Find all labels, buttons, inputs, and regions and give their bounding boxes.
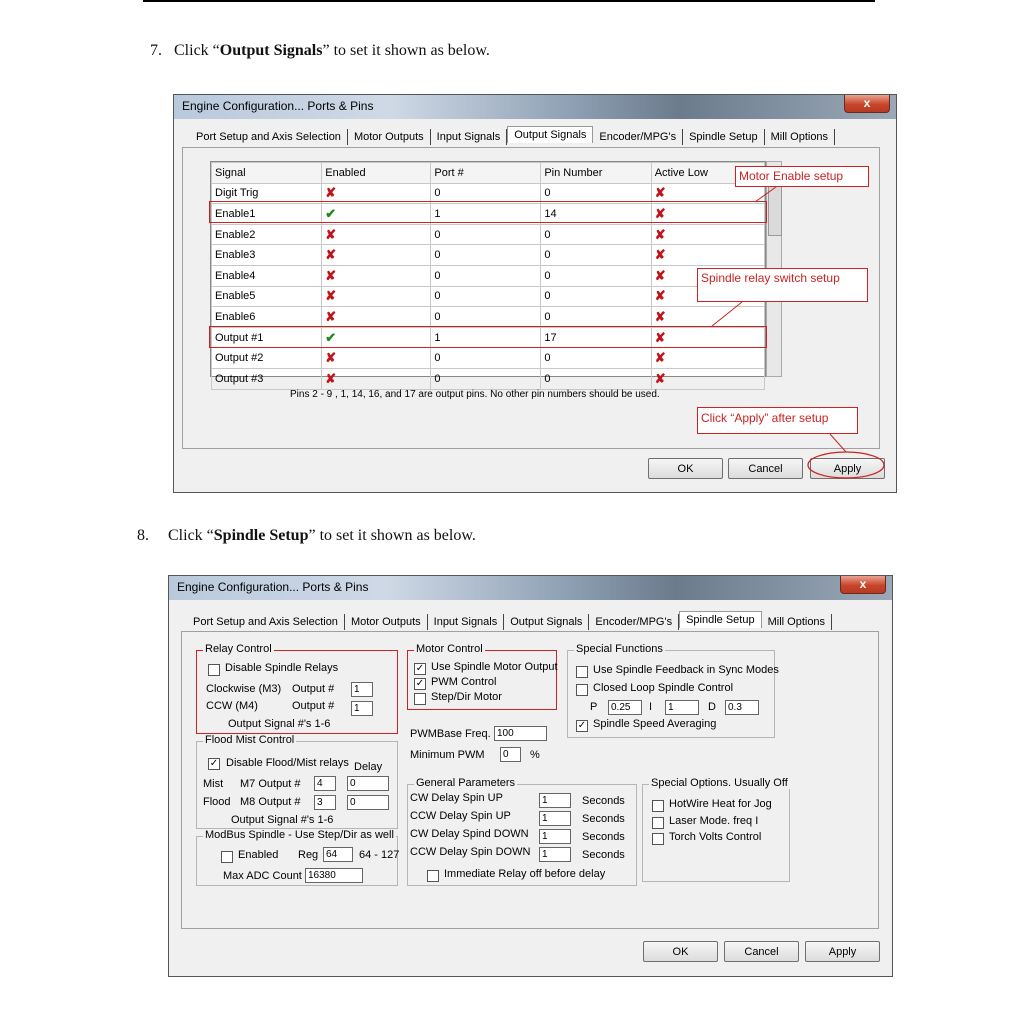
cross-icon: ✘ [325, 185, 337, 201]
apply-button[interactable]: Apply [805, 941, 880, 962]
cell-signal[interactable]: Enable4 [212, 265, 322, 286]
cross-icon: ✘ [325, 267, 337, 283]
cell-pin[interactable]: 14 [541, 204, 651, 225]
cell-signal[interactable]: Enable1 [212, 204, 322, 225]
max-adc-label: Max ADC Count [223, 870, 302, 882]
pins-note: Pins 2 - 9 , 1, 14, 16, and 17 are output pins. No other pin numbers should be used. [290, 389, 660, 400]
i-gain-field[interactable]: 1 [665, 700, 699, 715]
d-gain-field[interactable]: 0.3 [725, 700, 759, 715]
tab-output-signals[interactable]: Output Signals [504, 614, 589, 630]
cw-spin-up-field[interactable]: 1 [539, 793, 571, 808]
m8-delay-field[interactable]: 0 [347, 795, 389, 810]
tab-port-setup[interactable]: Port Setup and Axis Selection [190, 129, 348, 145]
disable-spindle-relays-checkbox[interactable] [208, 664, 220, 676]
tab-encoder-mpg[interactable]: Encoder/MPG's [589, 614, 679, 630]
cross-icon: ✘ [325, 308, 337, 324]
cross-icon: ✘ [325, 350, 337, 366]
hotwire-label: HotWire Heat for Jog [669, 798, 772, 810]
cell-signal[interactable]: Output #1 [212, 327, 322, 348]
callout-spindle-relay: Spindle relay switch setup [697, 268, 868, 302]
torch-volts-checkbox[interactable] [652, 833, 664, 845]
cell-signal[interactable]: Enable5 [212, 286, 322, 307]
cross-icon: ✘ [654, 370, 666, 386]
cell-pin[interactable]: 0 [541, 265, 651, 286]
cell-port[interactable]: 0 [431, 224, 541, 245]
pwm-control-label: PWM Control [431, 676, 497, 688]
col-enabled: Enabled [322, 163, 431, 184]
laser-mode-checkbox[interactable] [652, 817, 664, 829]
tab-spindle-setup[interactable]: Spindle Setup [683, 129, 765, 145]
col-pin: Pin Number [541, 163, 651, 184]
special-functions-title: Special Functions [576, 643, 663, 655]
window-title: Engine Configuration... Ports & Pins [177, 580, 369, 594]
ccw-spin-up-unit: Seconds [582, 813, 625, 825]
i-label: I [649, 701, 653, 713]
tab-motor-outputs[interactable]: Motor Outputs [348, 129, 431, 145]
tab-bar [187, 613, 832, 633]
cell-signal[interactable]: Output #2 [212, 348, 322, 369]
cell-pin[interactable]: 0 [541, 286, 651, 307]
cross-icon: ✘ [325, 226, 337, 242]
cell-port[interactable]: 0 [431, 348, 541, 369]
cell-pin[interactable]: 0 [541, 368, 651, 389]
tab-input-signals[interactable]: Input Signals [428, 614, 505, 630]
cross-icon: ✘ [654, 308, 666, 324]
cw-spin-down-unit: Seconds [582, 831, 625, 843]
cross-icon: ✘ [654, 329, 666, 345]
spindle-feedback-checkbox[interactable] [576, 666, 588, 678]
flood-label: Flood [203, 796, 231, 808]
flood-mist-title: Flood Mist Control [205, 734, 295, 746]
modbus-enabled-label: Enabled [238, 849, 279, 861]
reg-field[interactable]: 64 [323, 847, 353, 862]
cell-pin[interactable]: 0 [541, 348, 651, 369]
modbus-title: ModBus Spindle - Use Step/Dir as well [205, 829, 394, 841]
check-icon: ✔ [325, 329, 337, 345]
relay-signal-note: Output Signal #'s 1-6 [228, 718, 331, 730]
max-adc-field[interactable]: 16380 [305, 868, 363, 883]
check-icon: ✔ [325, 205, 337, 221]
cross-icon: ✘ [325, 288, 337, 304]
cell-signal[interactable]: Digit Trig [212, 183, 322, 204]
ok-button[interactable]: OK [648, 458, 723, 479]
cell-port[interactable]: 0 [431, 286, 541, 307]
cross-icon: ✘ [654, 288, 666, 304]
cw-spin-down-field[interactable]: 1 [539, 829, 571, 844]
cross-icon: ✘ [654, 185, 666, 201]
pwm-control-checkbox[interactable]: ✓ [415, 678, 425, 689]
cancel-button[interactable]: Cancel [724, 941, 799, 962]
cross-icon: ✘ [325, 247, 337, 263]
mist-label: Mist [203, 778, 224, 790]
disable-spindle-relays-label: Disable Spindle Relays [225, 662, 339, 674]
closed-loop-checkbox[interactable] [576, 684, 588, 696]
cw-spin-down-label: CW Delay Spind DOWN [410, 828, 529, 840]
cross-icon: ✘ [325, 370, 337, 386]
cancel-button[interactable]: Cancel [728, 458, 803, 479]
col-signal: Signal [212, 163, 322, 184]
close-button[interactable]: x [840, 576, 886, 594]
cw-output-label: Output # [292, 683, 335, 695]
step-8-instruction: 8. Click “Spindle Setup” to set it shown as below. [137, 527, 476, 544]
p-gain-field[interactable]: 0.25 [608, 700, 642, 715]
ccw-spin-down-unit: Seconds [582, 849, 625, 861]
cw-label: Clockwise (M3) [206, 683, 282, 695]
apply-button[interactable]: Apply [810, 458, 885, 479]
cross-icon: ✘ [654, 205, 666, 221]
callout-apply: Click “Apply” after setup [697, 407, 858, 434]
tab-mill-options[interactable]: Mill Options [765, 129, 835, 145]
cross-icon: ✘ [654, 267, 666, 283]
cell-port[interactable]: 0 [431, 307, 541, 328]
relay-control-title: Relay Control [205, 643, 272, 655]
cross-icon: ✘ [654, 247, 666, 263]
cell-signal[interactable]: Enable3 [212, 245, 322, 266]
cell-pin[interactable]: 0 [541, 224, 651, 245]
ccw-spin-down-field[interactable]: 1 [539, 847, 571, 862]
pwm-base-freq-field[interactable]: 100 [494, 726, 547, 741]
m7-delay-field[interactable]: 0 [347, 776, 389, 791]
cell-signal[interactable]: Enable6 [212, 307, 322, 328]
step-7-instruction: 7. Click “Output Signals” to set it shown as below. [150, 42, 490, 59]
min-pwm-field[interactable]: 0 [500, 747, 521, 762]
step-dir-motor-checkbox[interactable] [414, 693, 426, 705]
window-title: Engine Configuration... Ports & Pins [182, 99, 374, 113]
delay-header: Delay [354, 761, 383, 773]
laser-mode-label: Laser Mode. freq I [669, 815, 759, 827]
torch-volts-label: Torch Volts Control [669, 831, 762, 843]
disable-flood-mist-checkbox[interactable]: ✓ [209, 758, 219, 769]
close-button[interactable]: x [844, 95, 890, 113]
tab-motor-outputs[interactable]: Motor Outputs [345, 614, 428, 630]
speed-averaging-checkbox[interactable]: ✓ [577, 720, 587, 731]
ccw-label: CCW (M4) [206, 700, 258, 712]
tab-mill-options[interactable]: Mill Options [762, 614, 832, 630]
immediate-relay-label: Immediate Relay off before delay [444, 868, 606, 880]
cell-signal[interactable]: Output #3 [212, 368, 322, 389]
tab-output-signals[interactable]: Output Signals [507, 126, 593, 143]
m7-output-field[interactable]: 4 [314, 776, 336, 791]
cw-output-field[interactable]: 1 [351, 682, 373, 697]
title-bar [169, 576, 892, 600]
cell-pin[interactable]: 0 [541, 307, 651, 328]
flood-signal-note: Output Signal #'s 1-6 [231, 814, 334, 826]
cross-icon: ✘ [654, 226, 666, 242]
cell-signal[interactable]: Enable2 [212, 224, 322, 245]
ccw-output-field[interactable]: 1 [351, 701, 373, 716]
cell-port[interactable]: 0 [431, 183, 541, 204]
m7-output-label: M7 Output # [240, 778, 301, 790]
min-pwm-label: Minimum PWM [410, 749, 485, 761]
disable-flood-mist-label: Disable Flood/Mist relays [226, 757, 349, 769]
reg-label: Reg [298, 849, 319, 861]
tab-input-signals[interactable]: Input Signals [431, 129, 508, 145]
cell-port[interactable]: 1 [431, 327, 541, 348]
motor-control-title: Motor Control [416, 643, 483, 655]
callout-motor-enable: Motor Enable setup [735, 166, 869, 187]
modbus-enabled-checkbox[interactable] [221, 851, 233, 863]
general-parameters-title: General Parameters [416, 777, 516, 789]
cell-pin[interactable]: 0 [541, 183, 651, 204]
ccw-output-label: Output # [292, 700, 335, 712]
reg-range: 64 - 127 [359, 849, 400, 861]
cell-port[interactable]: 0 [431, 265, 541, 286]
speed-averaging-label: Spindle Speed Averaging [593, 718, 717, 730]
m8-output-label: M8 Output # [240, 796, 301, 808]
m8-output-field[interactable]: 3 [314, 795, 336, 810]
use-spindle-motor-label: Use Spindle Motor Output [431, 661, 558, 673]
min-pwm-unit: % [530, 749, 540, 761]
hotwire-checkbox[interactable] [652, 800, 664, 812]
ccw-spin-down-label: CCW Delay Spin DOWN [410, 846, 531, 858]
pwm-base-freq-label: PWMBase Freq. [410, 728, 491, 740]
cell-pin[interactable]: 0 [541, 245, 651, 266]
tab-spindle-setup[interactable]: Spindle Setup [679, 611, 762, 628]
ccw-spin-up-field[interactable]: 1 [539, 811, 571, 826]
step-dir-motor-label: Step/Dir Motor [431, 691, 502, 703]
tab-encoder-mpg[interactable]: Encoder/MPG's [593, 129, 683, 145]
use-spindle-motor-checkbox[interactable]: ✓ [415, 663, 425, 674]
immediate-relay-checkbox[interactable] [427, 870, 439, 882]
spindle-feedback-label: Use Spindle Feedback in Sync Modes [593, 664, 779, 676]
cell-port[interactable]: 1 [431, 204, 541, 225]
col-active-low: Active Low [651, 163, 764, 184]
d-label: D [708, 701, 716, 713]
tab-port-setup[interactable]: Port Setup and Axis Selection [187, 614, 345, 630]
cell-port[interactable]: 0 [431, 368, 541, 389]
p-label: P [590, 701, 598, 713]
special-options-title: Special Options. Usually Off [651, 777, 788, 789]
ccw-spin-up-label: CCW Delay Spin UP [410, 810, 511, 822]
cross-icon: ✘ [654, 350, 666, 366]
ok-button[interactable]: OK [643, 941, 718, 962]
cell-port[interactable]: 0 [431, 245, 541, 266]
cw-spin-up-unit: Seconds [582, 795, 625, 807]
cw-spin-up-label: CW Delay Spin UP [410, 792, 503, 804]
col-port: Port # [431, 163, 541, 184]
closed-loop-label: Closed Loop Spindle Control [593, 682, 734, 694]
cell-pin[interactable]: 17 [541, 327, 651, 348]
